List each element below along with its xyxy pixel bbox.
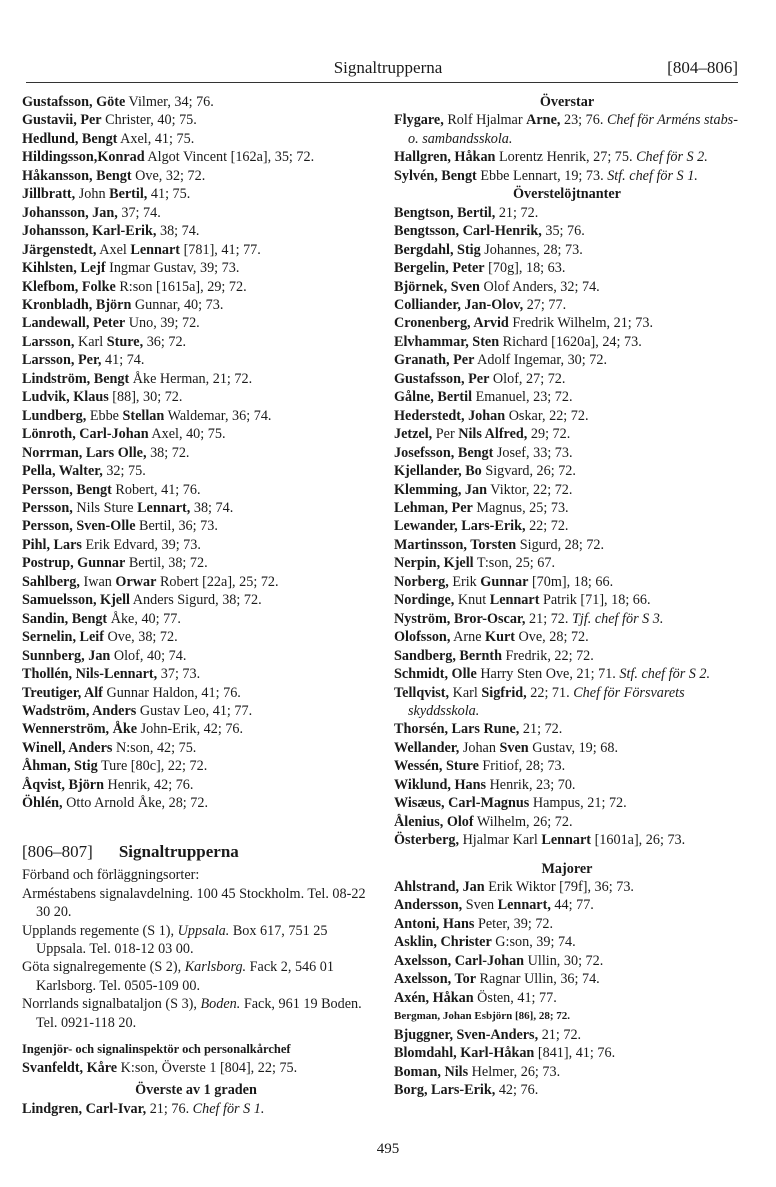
section-title: Signaltrupperna [118, 841, 239, 861]
list-item: Nordinge, Knut Lennart Patrik [71], 18; 66. [394, 592, 651, 609]
list-item: Klefbom, Folke R:son [1615a], 29; 72. [22, 278, 247, 295]
address-s3: Norrlands signalbataljon (S 3), Boden. Fack, 961 19 Boden. Tel. 0921-118 20. [22, 996, 362, 1031]
list-item: Postrup, Gunnar Bertil, 38; 72. [22, 555, 208, 572]
list-item: Hedlund, Bengt Axel, 41; 75. [22, 130, 195, 147]
heading-overstar: Överstar [539, 94, 595, 110]
major-list [394, 878, 740, 1007]
list-item: Borg, Lars-Erik, 42; 76. [394, 1082, 539, 1099]
list-item: Wisæus, Carl-Magnus Hampus, 21; 72. [394, 795, 627, 812]
list-item: Colliander, Jan-Olov, 27; 77. [394, 296, 567, 313]
entry-nystrom: Nyström, Bror-Oscar, 21; 72. Tjf. chef för S 3. [394, 610, 664, 627]
section-heading [22, 841, 370, 864]
list-item: Åhman, Stig Ture [80c], 22; 72. [22, 758, 208, 775]
entry-hallgren: Hallgren, Håkan Lorentz Henrik, 27; 75. Chef för S 2. [394, 149, 708, 166]
list-item: Nerpin, Kjell T:son, 25; 67. [394, 555, 556, 572]
oversteloitnant-list [394, 204, 740, 610]
list-item: Österberg, Hjalmar Karl Lennart [1601a], 26; 73. [394, 832, 686, 849]
list-item: Larsson, Karl Sture, 36; 72. [22, 333, 187, 350]
header-rule [26, 82, 738, 83]
list-item: Lönroth, Carl-Johan Axel, 40; 75. [22, 426, 226, 443]
list-item: Wiklund, Hans Henrik, 23; 70. [394, 776, 576, 793]
major-list-2 [394, 1026, 740, 1100]
list-item: Wellander, Johan Sven Gustav, 19; 68. [394, 739, 618, 756]
list-item: Lundberg, Ebbe Stellan Waldemar, 36; 74. [22, 407, 272, 424]
oversteloitnant-list-2 [394, 720, 740, 849]
list-item: Granath, Per Adolf Ingemar, 30; 72. [394, 352, 608, 369]
list-item: Ludvik, Klaus [88], 30; 72. [22, 389, 183, 406]
section-subtitle: Förband och förläggningsorter: [22, 866, 200, 883]
entry-bergman: Bergman, Johan Esbjörn [86], 28; 72. [394, 1010, 571, 1023]
list-item: Bengtson, Bertil, 21; 72. [394, 204, 539, 221]
list-item: Cronenberg, Arvid Fredrik Wilhelm, 21; 73. [394, 315, 654, 332]
list-item: Hildingsson,Konrad Algot Vincent [162a], 35; 72. [22, 149, 315, 166]
list-item: Wadström, Anders Gustav Leo, 41; 77. [22, 702, 253, 719]
colonel1-entry: Lindgren, Carl-Ivar, 21; 76. Chef för S 1. [22, 1100, 265, 1117]
list-item: Asklin, Christer G:son, 39; 74. [394, 934, 576, 951]
list-item: Klemming, Jan Viktor, 22; 72. [394, 481, 573, 498]
page-header-range: [804–806] [667, 58, 738, 77]
list-item: Blomdahl, Karl-Håkan [841], 41; 76. [394, 1045, 616, 1062]
list-item: Bengtsson, Carl-Henrik, 35; 76. [394, 223, 585, 240]
list-item: Bergdahl, Stig Johannes, 28; 73. [394, 241, 583, 258]
colonel1-heading: Överste av 1 graden [135, 1082, 257, 1099]
list-item: Wessén, Sture Fritiof, 28; 73. [394, 758, 566, 775]
list-item: Gustafsson, Per Olof, 27; 72. [394, 370, 566, 387]
list-item: Ålenius, Olof Wilhelm, 26; 72. [394, 813, 573, 830]
list-item: Norrman, Lars Olle, 38; 72. [22, 444, 190, 461]
list-item: Johansson, Karl-Erik, 38; 74. [22, 223, 200, 240]
list-item: Björnek, Sven Olof Anders, 32; 74. [394, 278, 600, 295]
list-item: Axelsson, Carl-Johan Ullin, 30; 72. [394, 952, 604, 969]
list-item: Antoni, Hans Peter, 39; 72. [394, 915, 554, 932]
list-item: Sandin, Bengt Åke, 40; 77. [22, 610, 181, 627]
address-army-staff: Arméstabens signalavdelning. 100 45 Stockholm. Tel. 08-22 30 20. [22, 885, 366, 921]
list-item: Martinsson, Torsten Sigurd, 28; 72. [394, 536, 605, 553]
left-column [22, 93, 370, 1118]
list-item: Bjuggner, Sven-Anders, 21; 72. [394, 1026, 582, 1043]
list-item: Kronbladh, Björn Gunnar, 40; 73. [22, 296, 224, 313]
list-item: Landewall, Peter Uno, 39; 72. [22, 315, 200, 332]
list-item: Pella, Walter, 32; 75. [22, 463, 146, 480]
list-item: Gålne, Bertil Emanuel, 23; 72. [394, 389, 573, 406]
left-entry-list [22, 93, 370, 813]
right-column [394, 93, 740, 1099]
list-item: Håkansson, Bengt Ove, 32; 72. [22, 167, 206, 184]
list-item: Persson, Nils Sture Lennart, 38; 74. [22, 499, 234, 516]
entry-olofsson: Olofsson, Arne Kurt Ove, 28; 72. [394, 629, 589, 646]
inspector-heading: Ingenjör- och signalinspektör och personalkårchef [22, 1042, 291, 1057]
entry-sandberg: Sandberg, Bernth Fredrik, 22; 72. [394, 647, 594, 664]
address-s2: Göta signalregemente (S 2), Karlsborg. Fack 2, 546 01 Karlsborg. Tel. 0505-109 00. [22, 959, 334, 994]
list-item: Johansson, Jan, 37; 74. [22, 204, 161, 221]
list-item: Axén, Håkan Östen, 41; 77. [394, 989, 557, 1006]
inspector-entry: Svanfeldt, Kåre K:son, Överste 1 [804], 22; 75. [22, 1059, 298, 1076]
list-item: Lehman, Per Magnus, 25; 73. [394, 499, 569, 516]
list-item: Lewander, Lars-Erik, 22; 72. [394, 518, 569, 535]
list-item: Jillbratt, John Bertil, 41; 75. [22, 186, 191, 203]
list-item: Gustafsson, Göte Vilmer, 34; 76. [22, 94, 214, 110]
list-item: Pihl, Lars Erik Edvard, 39; 73. [22, 536, 201, 553]
list-item: Wennerström, Åke John-Erik, 42; 76. [22, 721, 244, 738]
entry-flygare: Flygare, Rolf Hjalmar Arne, 23; 76. Chef för Arméns stabs- o. sambandsskola. [394, 112, 738, 147]
list-item: Hederstedt, Johan Oskar, 22; 72. [394, 407, 589, 424]
list-item: Winell, Anders N:son, 42; 75. [22, 739, 197, 756]
list-item: Josefsson, Bengt Josef, 33; 73. [394, 444, 573, 461]
list-item: Samuelsson, Kjell Anders Sigurd, 38; 72. [22, 592, 262, 609]
list-item: Sernelin, Leif Ove, 38; 72. [22, 629, 178, 646]
list-item: Jetzel, Per Nils Alfred, 29; 72. [394, 426, 571, 443]
list-item: Treutiger, Alf Gunnar Haldon, 41; 76. [22, 684, 241, 701]
list-item: Persson, Sven-Olle Bertil, 36; 73. [22, 518, 218, 535]
list-item: Åqvist, Björn Henrik, 42; 76. [22, 776, 194, 793]
heading-overstelojtnanter: Överstelöjtnanter [513, 186, 621, 203]
list-item: Boman, Nils Helmer, 26; 73. [394, 1063, 561, 1080]
list-item: Elvhammar, Sten Richard [1620a], 24; 73. [394, 333, 642, 350]
heading-majorer: Majorer [541, 860, 593, 877]
list-item: Thollén, Nils-Lennart, 37; 73. [22, 666, 201, 683]
list-item: Sunnberg, Jan Olof, 40; 74. [22, 647, 187, 664]
list-item: Andersson, Sven Lennart, 44; 77. [394, 897, 594, 914]
entry-schmidt: Schmidt, Olle Harry Sten Ove, 21; 71. Stf. chef för S 2. [394, 666, 711, 683]
list-item: Öhlén, Otto Arnold Åke, 28; 72. [22, 795, 209, 812]
list-item: Norberg, Erik Gunnar [70m], 18; 66. [394, 573, 614, 590]
list-item: Lindström, Bengt Åke Herman, 21; 72. [22, 370, 253, 387]
list-item: Sahlberg, Iwan Orwar Robert [22a], 25; 72. [22, 573, 279, 590]
entry-sylven: Sylvén, Bengt Ebbe Lennart, 19; 73. Stf. chef för S 1. [394, 167, 698, 184]
address-s1: Upplands regemente (S 1), Uppsala. Box 617, 751 25 Uppsala. Tel. 018-12 03 00. [22, 922, 328, 958]
list-item: Thorsén, Lars Rune, 21; 72. [394, 721, 563, 738]
list-item: Persson, Bengt Robert, 41; 76. [22, 481, 201, 498]
list-item: Axelsson, Tor Ragnar Ullin, 36; 74. [394, 971, 600, 988]
page-number: 495 [376, 1141, 400, 1157]
section-range: [806–807] [22, 841, 93, 861]
list-item: Bergelin, Peter [70g], 18; 63. [394, 260, 566, 277]
entry-tellqvist: Tellqvist, Karl Sigfrid, 22; 71. Chef för Försvarets skyddsskola. [394, 684, 685, 719]
list-item: Gustavii, Per Christer, 40; 75. [22, 112, 197, 129]
list-item: Kjellander, Bo Sigvard, 26; 72. [394, 463, 576, 480]
list-item: Ahlstrand, Jan Erik Wiktor [79f], 36; 73. [394, 879, 634, 896]
page-header-title: Signaltrupperna [333, 58, 443, 77]
list-item: Kihlsten, Lejf Ingmar Gustav, 39; 73. [22, 260, 240, 277]
list-item: Larsson, Per, 41; 74. [22, 352, 145, 369]
list-item: Järgenstedt, Axel Lennart [781], 41; 77. [22, 241, 261, 258]
